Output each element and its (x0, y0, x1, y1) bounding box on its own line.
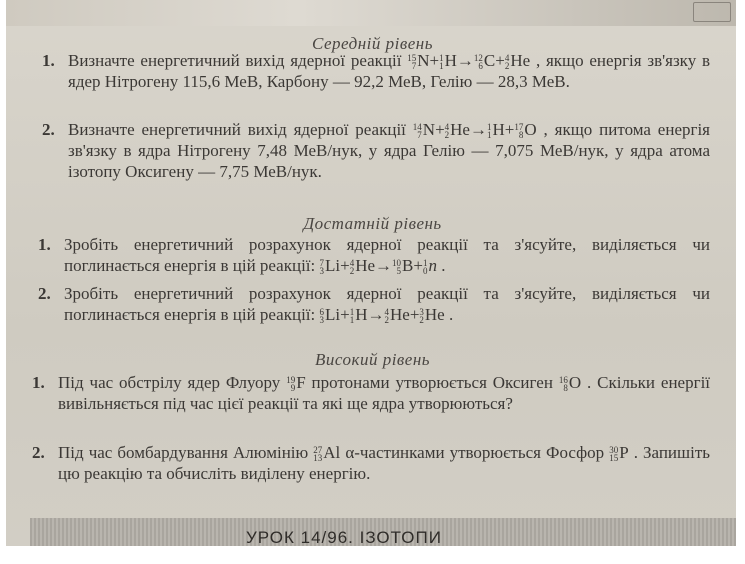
task-number: 2. (42, 120, 55, 139)
task-text-tail: . (441, 256, 446, 275)
task-number: 1. (32, 373, 45, 392)
reaction-formula: 15 7 N+ 1 1 H→ 12 6 C+ 4 2 He (407, 51, 531, 71)
task-text-lead: Зробіть енергетичний розрахунок ядерної реакції та з'ясуйте, виділяється чи поглинається енергія в цій реакції: (64, 284, 710, 324)
task-number: 1. (38, 235, 51, 254)
task-sufficient-1 (38, 234, 710, 276)
reaction-formula: 7 3 Li+ 4 2 He→ 10 5 B+ 1 0 n (319, 256, 437, 276)
task-text-lead: Під час обстрілу ядер Флуору (58, 373, 281, 392)
task-number: 2. (38, 284, 51, 303)
top-edge (6, 0, 736, 26)
task-text-lead: Визначте енергетичний вихід ядерної реакції (68, 51, 402, 70)
task-number: 2. (32, 443, 45, 462)
isotope-aluminium: 27 13 Al (313, 443, 341, 463)
section-title-high: Високий рівень (314, 350, 431, 369)
reaction-formula: 6 3 Li+ 1 1 H→ 4 2 He+ 3 2 He (319, 305, 445, 325)
task-high-1 (32, 372, 710, 414)
task-medium-2 (42, 119, 710, 182)
task-text-mid: α-частинками утворюється Фосфор (345, 443, 605, 462)
task-text-tail: , якщо енергія зв'язку в ядер Нітрогену 115,6 МеВ, Карбону — 92,2 МеВ, Гелію — 28,3 МеВ. (68, 51, 710, 91)
isotope-fluorine: 19 9 F (286, 373, 306, 393)
task-text-tail: , якщо питома енергія зв'язку в ядра Нітрогену 7,48 МеВ/нук, у ядра Гелію — 7,075 МеВ/нук, у ядра атома ізотопу Оксигену — 7,75 МеВ/нук. (68, 120, 711, 181)
task-text-lead: Зробіть енергетичний розрахунок ядерної реакції та з'ясуйте, виділяється чи поглинається енергія в цій реакції: (64, 235, 710, 275)
task-sufficient-2 (38, 283, 710, 325)
task-high-2 (32, 442, 710, 484)
isotope-oxygen: 16 8 O (558, 373, 582, 393)
top-tab (693, 2, 731, 22)
task-text-mid: протонами утворюється Оксиген (311, 373, 553, 392)
isotope-phosphorus: 30 15 P (609, 443, 629, 463)
task-number: 1. (42, 51, 55, 70)
task-text-lead: Визначте енергетичний вихід ядерної реакції (68, 120, 406, 139)
task-text-tail: . (448, 305, 454, 324)
task-medium-1 (42, 50, 710, 92)
section-title-medium: Середній рівень (312, 34, 433, 53)
reaction-formula: 14 7 N+ 4 2 He→ 1 1 H+ 17 8 O (412, 120, 537, 140)
task-text-lead: Під час бомбардування Алюмінію (58, 443, 309, 462)
footer-text: УРОК 14/96. ІЗОТОПИ (246, 528, 442, 547)
section-title-sufficient: Достатній рівень (303, 214, 442, 233)
task-text-tail: . Запишіть цю реакцію та обчисліть виділену енергію. (58, 443, 711, 483)
task-text-tail: . Скільки енергії вивільняється під час цієї реакції та які ще ядра утворюються? (58, 373, 711, 413)
